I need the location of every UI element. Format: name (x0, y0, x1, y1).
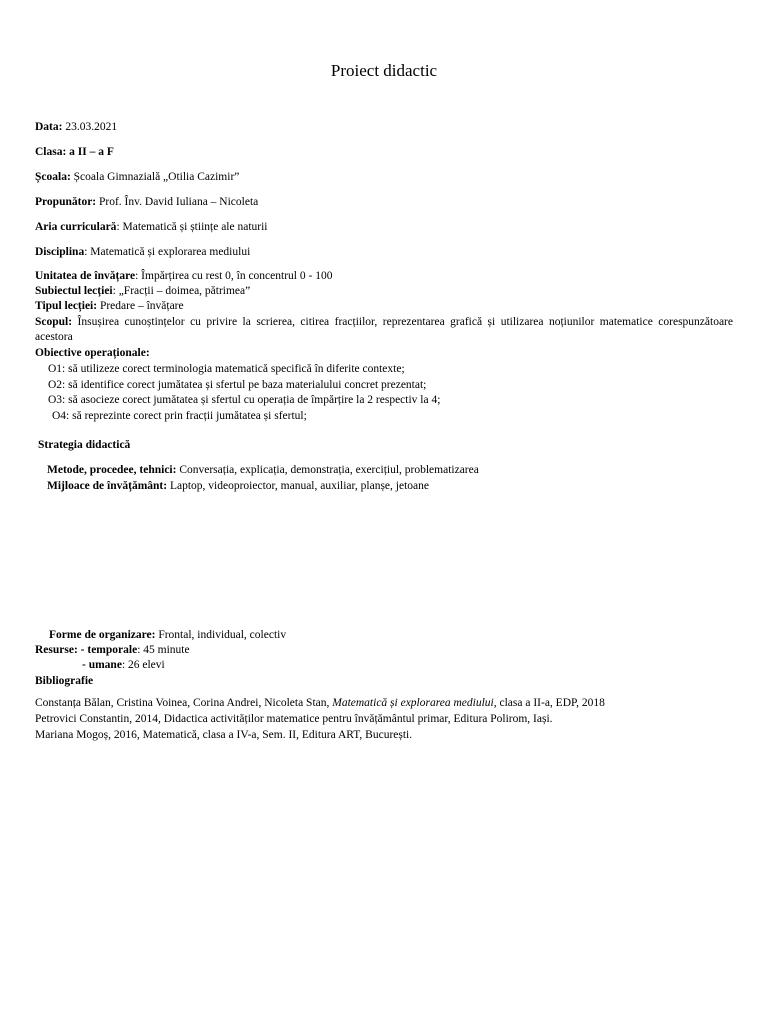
organization-resurse-value: : 45 minute (137, 644, 190, 656)
field-propunator (35, 195, 258, 210)
bibliography-heading: Bibliografie (35, 675, 94, 687)
strategy-heading: Strategia didactică (38, 439, 131, 451)
strategy-mijloace-value: Laptop, videoproiector, manual, auxiliar, planșe, jetoane (167, 480, 429, 492)
field-propunator-value: Prof. Înv. David Iuliana – Nicoleta (96, 196, 259, 208)
field-disciplina-label: Disciplina (35, 246, 85, 258)
page-title: Proiect didactic (330, 61, 438, 80)
bibliography-entry (35, 696, 605, 711)
field-unitatea (35, 269, 332, 284)
field-tipul-value: Predare – învățare (97, 300, 184, 312)
strategy-metode (47, 463, 479, 478)
field-scopul (35, 315, 733, 345)
field-subiectul-label: Subiectul lecției (35, 285, 113, 297)
objective-item: O1: să utilizeze corect terminologia matematică specifică în diferite contexte; (48, 363, 405, 375)
field-data (35, 120, 117, 135)
field-subiectul-value: : „Fracții – doimea, pătrimea” (112, 285, 251, 297)
organization-umane (82, 658, 165, 673)
field-tipul-label: Tipul lecției: (35, 300, 98, 312)
field-data-label: Data: (35, 121, 63, 133)
organization-umane-value: : 26 elevi (121, 659, 165, 671)
organization-umane-label: - umane (82, 659, 122, 671)
field-unitatea-value: : Împărțirea cu rest 0, în concentrul 0 - 100 (135, 270, 333, 282)
organization-resurse-label: Resurse: - temporale (35, 644, 138, 656)
strategy-metode-value: Conversația, explicația, demonstrația, exercițiul, problematizarea (176, 464, 479, 476)
field-clasa-label: Clasa: a II – a F (35, 146, 114, 158)
field-clasa (35, 145, 114, 160)
organization-forme (49, 628, 286, 643)
organization-forme-value: Frontal, individual, colectiv (155, 629, 287, 641)
objective-item: O4: să reprezinte corect prin fracții jumătatea și sfertul; (52, 410, 307, 422)
field-scoala-value: Școala Gimnazială „Otilia Cazimir” (70, 171, 240, 183)
bibliography-entry-title: Matematică și explorarea mediului (332, 697, 494, 709)
field-data-value: 23.03.2021 (62, 121, 118, 133)
objective-item: O2: să identifice corect jumătatea și sfertul pe baza materialului concret prezentat; (48, 379, 427, 391)
field-aria-value: : Matematică și științe ale naturii (116, 221, 268, 233)
bibliography-entry: Mariana Mogoș, 2016, Matematică, clasa a IV-a, Sem. II, Editura ART, București. (35, 729, 413, 741)
field-scopul-value: Însușirea cunoștințelor cu privire la scrierea, citirea fracțiilor, reprezentarea grafică și utilizarea noțiunilor matematice corespunzătoare acestora (35, 316, 733, 343)
bibliography-entry: Petrovici Constantin, 2014, Didactica activităților matematice pentru învățământul primar, Editura Polirom, Iași. (35, 713, 553, 725)
bibliography-entry-authors: Constanța Bălan, Cristina Voinea, Corina Andrei, Nicoleta Stan, (35, 697, 333, 709)
bibliography-entry-details: , clasa a II-a, EDP, 2018 (493, 697, 605, 709)
field-tipul (35, 299, 184, 314)
strategy-metode-label: Metode, procedee, tehnici: (47, 464, 177, 476)
field-scoala (35, 170, 239, 185)
field-aria-label: Aria curriculară (35, 221, 117, 233)
field-unitatea-label: Unitatea de învățare (35, 270, 136, 282)
organization-forme-label: Forme de organizare: (49, 629, 156, 641)
field-aria (35, 220, 268, 235)
objectives-heading: Obiective operaționale: (35, 347, 150, 359)
organization-resurse (35, 643, 190, 658)
field-propunator-label: Propunător: (35, 196, 97, 208)
field-scopul-label: Scopul: (35, 316, 73, 328)
field-disciplina-value: : Matematică și explorarea mediului (84, 246, 251, 258)
field-disciplina (35, 245, 250, 260)
field-subiectul (35, 284, 250, 299)
strategy-mijloace-label: Mijloace de învățământ: (47, 480, 168, 492)
field-scoala-label: Școala: (35, 171, 71, 183)
strategy-mijloace (47, 479, 429, 494)
objective-item: O3: să asocieze corect jumătatea și sfertul cu operația de împărțire la 2 respectiv la 4; (48, 394, 441, 406)
